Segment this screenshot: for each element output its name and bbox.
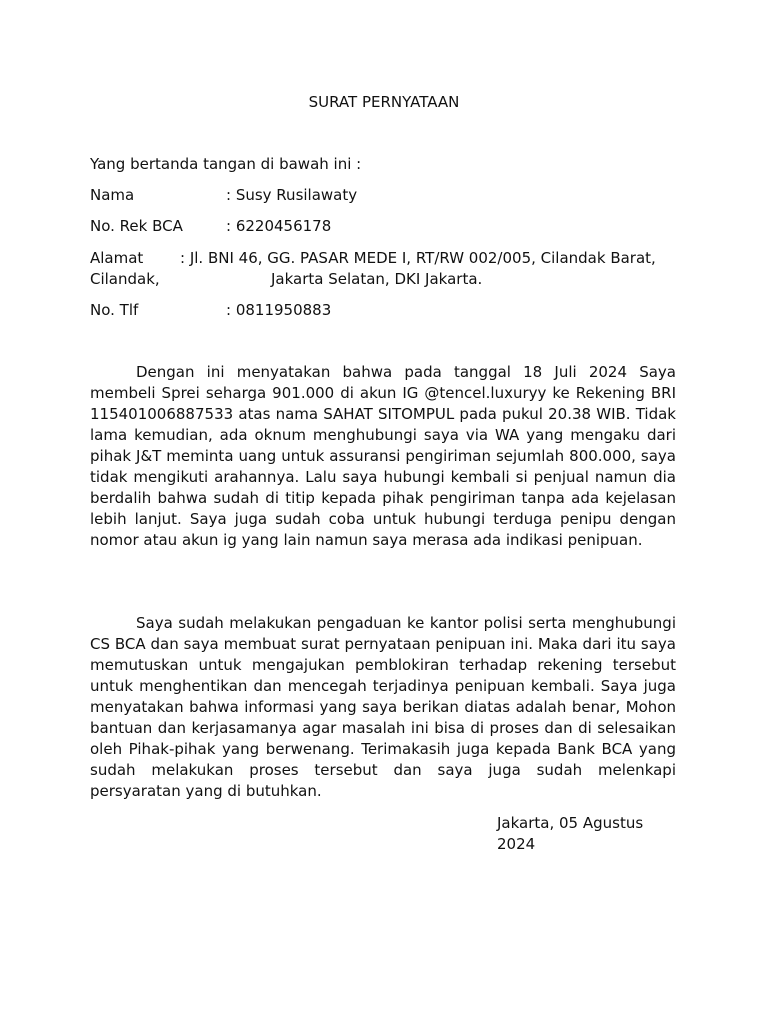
name-row [90, 185, 357, 206]
account-value: : 6220456178 [226, 217, 332, 235]
address-value-line2b: Jakarta Selatan, DKI Jakarta. [271, 270, 483, 288]
account-label: No. Rek BCA [90, 217, 183, 235]
name-label: Nama [90, 186, 135, 204]
paragraph-2: Saya sudah melakukan pengaduan ke kantor polisi serta menghubungi CS BCA dan saya membuat surat pernyataan penipuan ini. Maka dari itu saya memutuskan untuk mengajukan pemblokiran terhadap rekening tersebut untuk menghentikan dan mencegah terjadinya penipuan kembali. Saya juga menyatakan bahwa informasi yang saya berikan diatas adalah benar, Mohon bantuan dan kerjasamanya agar masalah ini bisa di proses dan di selesaikan oleh Pihak-pihak yang berwenang. Terimakasih juga kepada Bank BCA yang sudah melakukan proses tersebut dan saya juga sudah melenkapi persyaratan yang di butuhkan. [90, 614, 676, 800]
intro-line: Yang bertanda tangan di bawah ini : [90, 155, 362, 173]
phone-value: : 0811950883 [226, 301, 332, 319]
signature-place-date: Jakarta, 05 Agustus 2024 [497, 814, 644, 853]
paragraph-1: Dengan ini menyatakan bahwa pada tanggal 18 Juli 2024 Saya membeli Sprei seharga 901.000 di akun IG @tencel.luxuryy ke Rekening BRI 115401006887533 atas nama SAHAT SITOMPUL pada pukul 20.38 WIB. Tidak lama kemudian, ada oknum menghubungi saya via WA yang mengaku dari pihak J&T meminta uang untuk assuransi pengiriman sejumlah 800.000, saya tidak mengikuti arahannya. Lalu saya hubungi kembali si penjual namun dia berdalih bahwa sudah di titip kepada pihak pengiriman tanpa ada kejelasan lebih lanjut. Saya juga sudah coba untuk hubungi terduga penipu dengan nomor atau akun ig yang lain namun saya merasa ada indikasi penipuan. [90, 363, 676, 549]
address-value-line2a: Cilandak, [90, 270, 160, 288]
address-row-continued [90, 269, 482, 290]
address-value-line1: : Jl. BNI 46, GG. PASAR MEDE I, RT/RW 002/005, Cilandak Barat, [180, 249, 656, 267]
account-row [90, 216, 331, 237]
phone-row [90, 300, 331, 321]
document-title: SURAT PERNYATAAN [308, 93, 460, 111]
address-row [90, 248, 656, 269]
phone-label: No. Tlf [90, 301, 139, 319]
address-label: Alamat [90, 249, 144, 267]
name-value: : Susy Rusilawaty [226, 186, 358, 204]
